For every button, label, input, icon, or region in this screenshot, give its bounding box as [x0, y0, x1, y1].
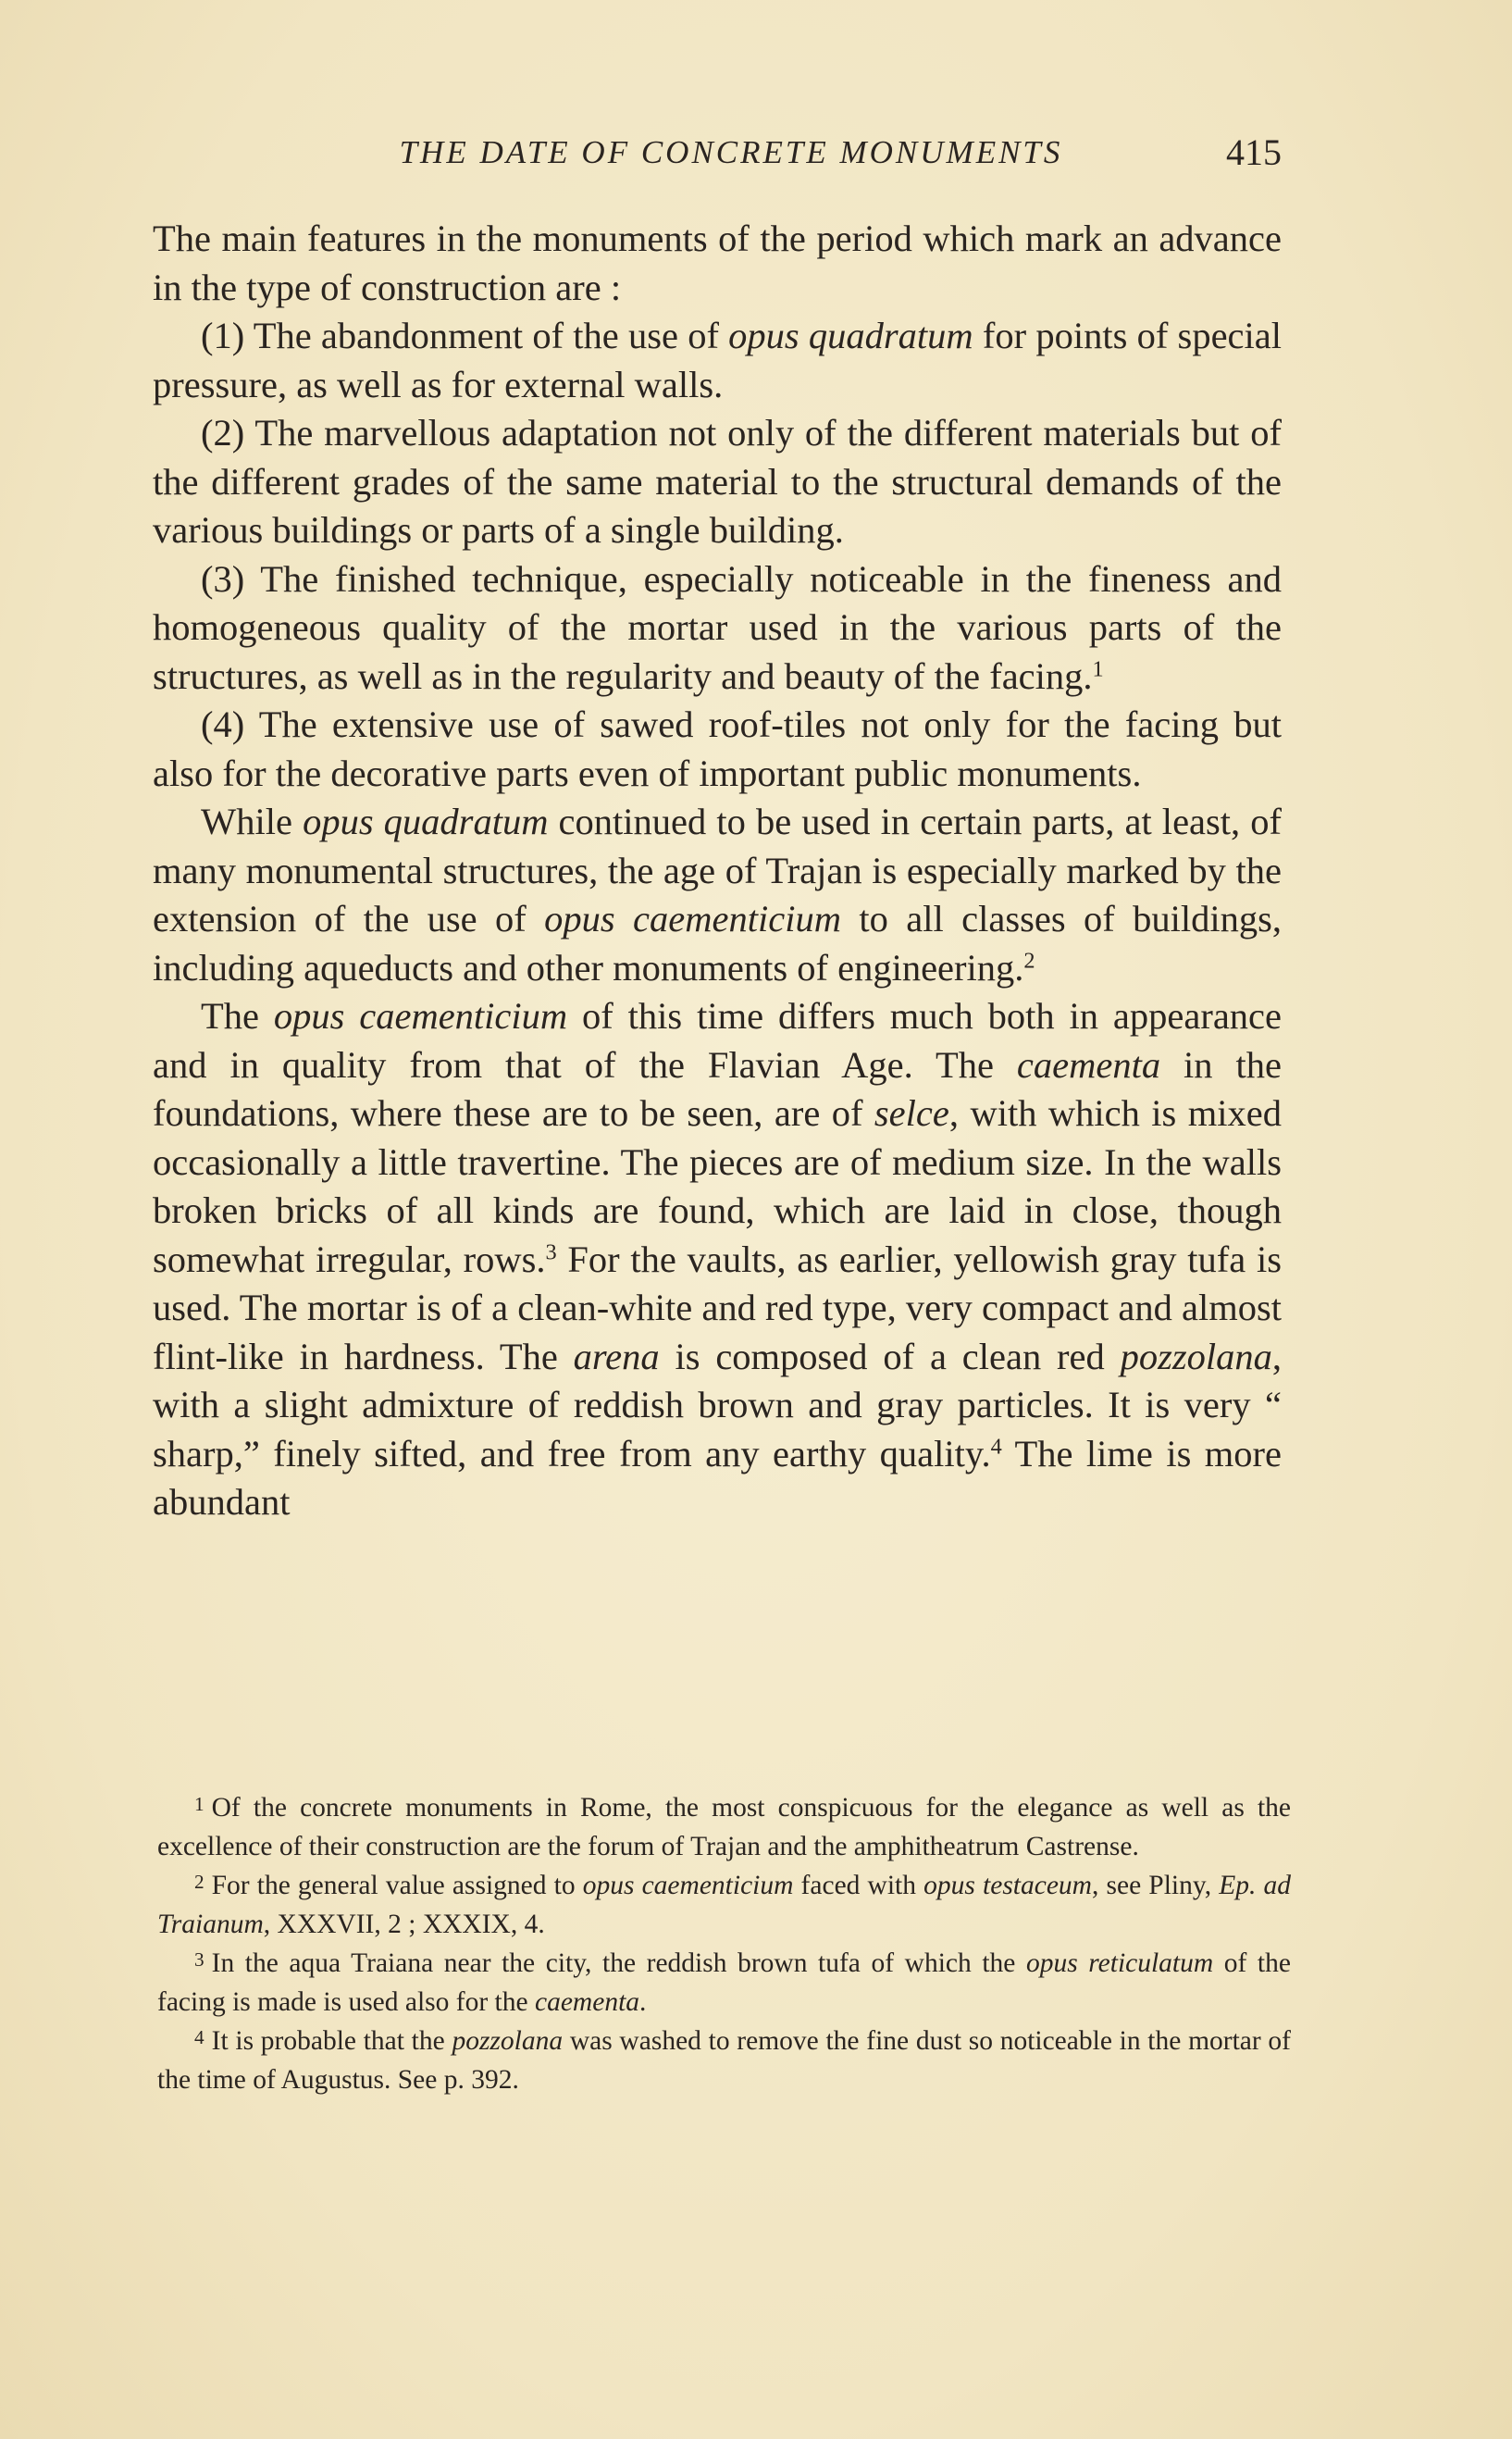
paragraph-trajan: While opus quadratum continued to be used in certain parts, at least, of many monumental structures, the age of Trajan is especially marked by the extension of the use of opus caementicium to all classes of buildings, including aqueducts and other monuments of engineering.$^2$: [153, 801, 1283, 989]
running-head: THE DATE OF CONCRETE MONUMENTS: [399, 134, 1063, 170]
footnote-ref-3: 3: [545, 1239, 557, 1265]
footnotes: [157, 1788, 1291, 2099]
feature-item-2: (2) The marvellous adaptation not only of the different materials but of the different grades of the same material to the structural demands of the various buildings or parts of a single building.: [153, 412, 1282, 551]
feature-item-3: (3) The finished technique, especially noticeable in the fineness and homogeneous quality of the mortar used in the various parts of the structures, as well as in the regularity and beauty of the facing.$^1$: [153, 557, 1282, 697]
footnote-1: $^1$ Of the concrete monuments in Rome, the most conspicuous for the elegance as well as the excellence of their construction are the forum of Trajan and the amphitheatrum Castrense.: [157, 1792, 1291, 1861]
main-text: [153, 215, 1282, 1527]
page-header: [153, 131, 1282, 190]
footnote-3: $^3$ In the aqua Traiana near the city, the reddish brown tufa of which the opus reticulatum of the facing is made is used also for the caementa.: [157, 1947, 1291, 2017]
footnote-2: $^2$ For the general value assigned to opus caementicium faced with opus testaceum, see Pliny, Ep. ad Traianum, XXXVII, 2 ; XXXIX, 4.: [157, 1870, 1292, 1939]
paragraph-opus-caementicium: The opus caementicium of this time differs much both in appearance and in quality from that of the Flavian Age. The caementa in the foundations, where these are to be seen, are of selce, with which is mixed occasionally a little travertine. The pieces are of medium size. In the walls broken bricks of all kinds are found, which are laid in close, though somewhat irregular, rows.$^3$ For the vaults, as earlier, yellowish gray tufa is used. The mortar is of a clean-white and red type, very compact and almost flint-like in hardness. The arena is composed of a clean red pozzolana, with a slight admixture of reddish brown and gray particles. It is very “ sharp,” finely sifted, and free from any earthy quality.$^4$ The lime is more abundant: [153, 995, 1283, 1523]
intro-paragraph: The main features in the monuments of the period which mark an advance in the type of construction are :: [153, 218, 1282, 308]
footnote-ref-2: 2: [1023, 948, 1035, 974]
page-number: 415: [1226, 131, 1282, 173]
feature-item-4: (4) The extensive use of sawed roof-tiles not only for the facing but also for the decorative parts even of important public monuments.: [153, 703, 1282, 794]
footnote-ref-1: 1: [1092, 656, 1104, 682]
feature-item-1: (1) The abandonment of the use of opus quadratum for points of special pressure, as well as for external walls.: [153, 315, 1282, 405]
footnote-4: $^4$ It is probable that the pozzolana was washed to remove the fine dust so noticeable in the mortar of the time of Augustus. See p. 392.: [157, 2025, 1291, 2095]
footnote-ref-4: 4: [990, 1434, 1002, 1460]
